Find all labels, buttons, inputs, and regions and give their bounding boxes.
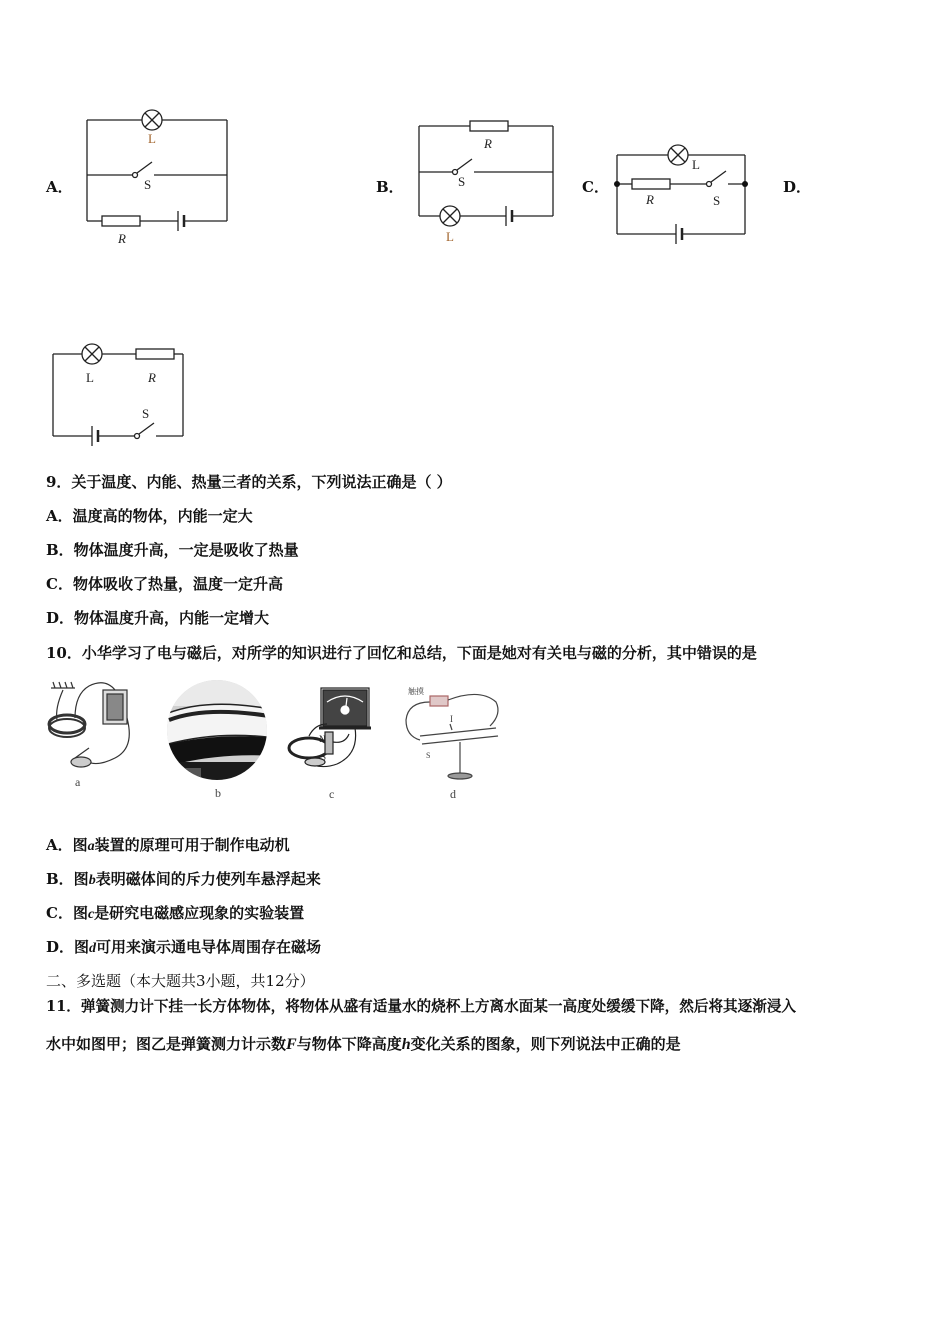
figure-d-caption: d xyxy=(450,787,456,800)
svg-text:I: I xyxy=(450,714,453,724)
svg-text:S: S xyxy=(426,751,431,760)
q9-option-c: C．物体吸收了热量，温度一定升高 xyxy=(46,575,283,593)
lamp-label: L xyxy=(446,229,454,244)
q10-option-c: C．图c是研究电磁感应现象的实验装置 xyxy=(46,904,305,922)
option-b-letter: B． xyxy=(376,178,404,196)
switch-label: S xyxy=(142,406,150,421)
resistor-label: R xyxy=(646,192,654,207)
switch-label: S xyxy=(144,177,152,192)
figure-c-image xyxy=(285,684,377,800)
svg-text:S: S xyxy=(321,752,327,762)
figure-c-caption: c xyxy=(329,787,335,800)
option-a-letter: A． xyxy=(46,178,73,196)
figure-b-image xyxy=(165,676,275,802)
figure-a-image xyxy=(45,678,140,788)
switch-label: S xyxy=(713,193,721,208)
svg-text:N: N xyxy=(319,734,326,744)
q10-option-d: D．图d可用来演示通电导体周围存在磁场 xyxy=(46,938,322,956)
figure-d-image xyxy=(400,684,505,800)
figure-d-touch-label: 触摸 xyxy=(408,687,424,696)
circuit-b-diagram xyxy=(412,112,562,247)
figure-b-caption: b xyxy=(215,786,221,800)
lamp-label: L xyxy=(148,131,156,146)
section-title: 二、多选题（本大题共3小题，共12分） xyxy=(46,972,315,990)
resistor-label: R xyxy=(118,231,126,245)
lamp-label: L xyxy=(692,157,700,172)
circuit-d-diagram xyxy=(46,338,191,448)
switch-label: S xyxy=(458,174,466,189)
q9-stem: 9．关于温度、内能、热量三者的关系，下列说法正确是（ ） xyxy=(46,473,452,491)
q10-option-a: A．图a装置的原理可用于制作电动机 xyxy=(46,836,290,854)
option-d-letter: D． xyxy=(783,178,812,196)
q9-option-b: B．物体温度升高，一定是吸收了热量 xyxy=(46,541,299,559)
q10-stem: 10．小华学习了电与磁后，对所学的知识进行了回忆和总结，下面是她对有关电与磁的分析，其中错误的是 xyxy=(46,644,757,662)
figure-a-caption: a xyxy=(75,775,81,788)
circuit-a-diagram xyxy=(80,105,235,245)
q11-stem-line2: 水中如图甲；图乙是弹簧测力计示数F与物体下降高度h变化关系的图象，则下列说法中正确的是 xyxy=(46,1035,681,1053)
circuit-c-diagram xyxy=(610,138,755,248)
q10-option-b: B．图b表明磁体间的斥力使列车悬浮起来 xyxy=(46,870,321,888)
resistor-label: R xyxy=(148,370,156,385)
q11-stem-line1: 11．弹簧测力计下挂一长方体物体，将物体从盛有适量水的烧杯上方离水面某一高度处缓缓下降，然后将其逐渐浸入 xyxy=(46,998,797,1015)
q9-option-d: D．物体温度升高，内能一定增大 xyxy=(46,609,270,627)
lamp-label: L xyxy=(86,370,94,385)
q9-option-a: A．温度高的物体，内能一定大 xyxy=(46,507,253,525)
option-c-letter: C． xyxy=(582,178,609,196)
resistor-label: R xyxy=(484,136,492,151)
